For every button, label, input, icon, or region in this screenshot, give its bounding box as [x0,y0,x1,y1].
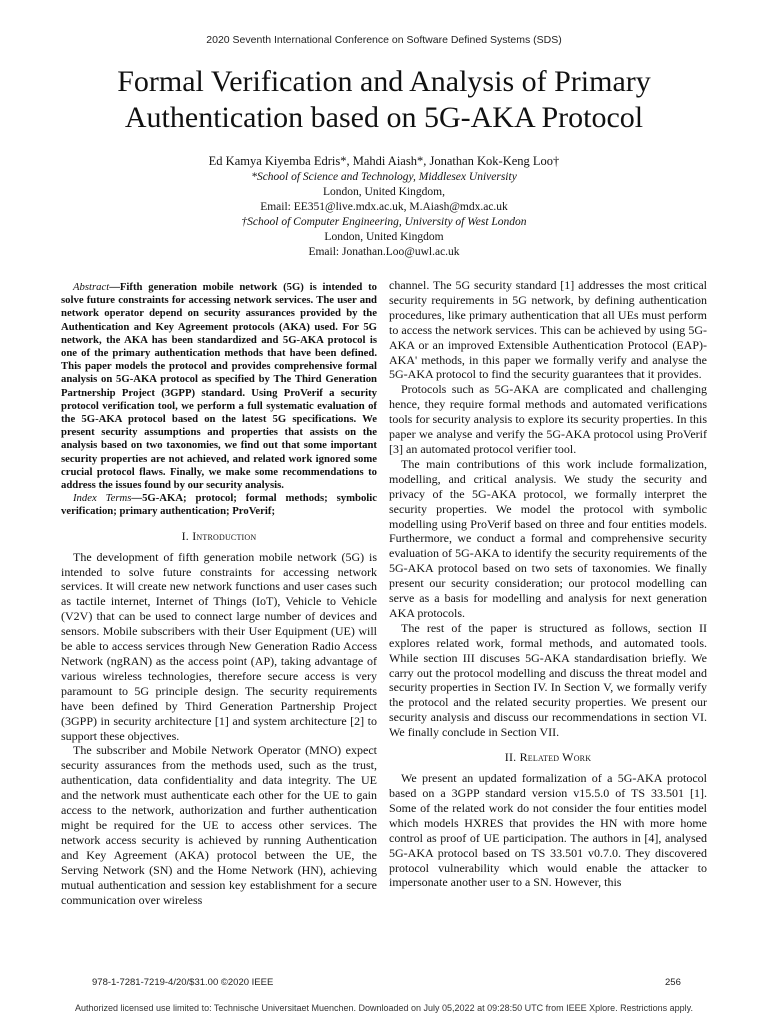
paper-title-line-1: Formal Verification and Analysis of Primary [117,65,651,98]
license-notice: Authorized licensed use limited to: Technische Universitaet Muenchen. Downloaded on July 05,2022 at 09:28:50 UTC from IEEE Xplore. Restrictions apply. [75,1003,693,1013]
related-paragraph-1: We present an updated formalization of a 5G-AKA protocol based on a 3GPP standard version v15.5.0 of TS 33.501 [1]. Some of the related work do not consider the four entities model which models HXRES that provides the HN with more home control as proof of UE participation. The authors in [4], analysed 5G-AKA protocol based on TS 33.501 v0.7.0. They discovered protocol vulnerability which would enable the attacker to impersonate another user to a SN. However, this [389,771,707,890]
right-paragraph-3: The main contributions of this work include formalization, modelling, and critical analysis. We study the security and privacy of the 5G-AKA protocol, we formally interpret the security properties. We model the protocol with symbolic modelling using ProVerif based on three and four entities models. Furthermore, we conduct a formal and comprehensive security evaluation of 5G-AKA to identify the security requirements of the 5G-AKA protocol based on two sets of taxonomies. We finally present our security consideration; our protocol modelling can serve as a basis for modelling and analysis for next generation AKA protocols. [389,456,707,620]
index-terms [61,492,377,518]
section-heading-introduction: I. Introduction [181,528,257,543]
isbn-copyright: 978-1-7281-7219-4/20/$31.00 ©2020 IEEE [92,977,274,988]
index-terms-lead: Index Terms [73,492,132,505]
intro-paragraph-2: The subscriber and Mobile Network Operator (MNO) expect security assurances from the methods used, such as the trust, authentication, data confidentiality and data integrity. The UE and the network must authenticate each other for the UE to gain access to the network, authorization and further authentication might be required for the UE to access other services. The network access security is achieved by running Authentication and Key Agreement (AKA) protocol between the UE, the Serving Network (SN) and the Home Network (HN), achieving mutual authentication and session key establishment for a secure communication over wireless [61,743,377,907]
paper-title-line-2: Authentication based on 5G-AKA Protocol [124,101,644,134]
right-paragraph-2: Protocols such as 5G-AKA are complicated and challenging hence, they require formal methods and automated verifications tools for security analysis to explore its security properties. In this paper we analyse and verify the 5G-AKA protocol using ProVerif [3] an automated protocol verifier tool. [389,382,707,456]
abstract [61,281,377,492]
section-heading-related-work: II. Related Work [504,750,592,765]
right-paragraph-4: The rest of the paper is structured as follows, section II explores related work, formal methods, and automated tools. While section III discuses 5G-AKA standardisation briefly. We carry out the protocol modelling and discuss the threat model and security properties in Section IV. In Section V, we formally verify the protocol and the related security properties. We present our security analysis and discuss our recommendations in section VI. We finally conclude in Section VII. [389,620,707,740]
affiliation-1-location: London, United Kingdom, [322,186,446,198]
intro-paragraph-1: The development of fifth generation mobile network (5G) is intended to solve future constraints for accessing network services. It will create new network functions and user cases such as tactile internet, Internet of Things (IoT), Vehicle to Vehicle (V2V) that can be used to connect large number of devices and sensors. Mobile subscribers with their User Equipment (UE) will be able to access services through New Generation Radio Access Network (ngRAN) as the access point (AP), taking advantage of various wireless technologies, therefore secure access is very paramount to 5G principle design. The security requirements have been defined by Third Generation Partnership Project (3GPP) in security architecture [1] and system architecture [2] to support these objectives. [61,549,377,743]
left-column [61,281,377,907]
abstract-text: —Fifth generation mobile network (5G) is intended to solve future constraints for accessing network services. The user and network operator depend on security assurances provided by the Authentication and Key Agreement protocols (AKA) used. For 5G network, the AKA has been standardized and 5G-AKA protocol is one of the primary authentication methods that have been defined. This paper models the protocol and provides comprehensive formal analysis on 5G-AKA protocol as specified by The Third Generation Partnership Project (3GPP) standard. Using ProVerif a security protocol verification tool, we perform a full systematic evaluation of the 5G-AKA protocol based on the latest 5G specifications. We present security assumptions and properties that assists on the analysis based on two taxonomies, we find out that some important security properties are not achieved, and related work ignored some crucial protocol flaws. Finally, we make some recommendations to address the issues found by our security analysis. [61,281,377,492]
affiliation-2-location: London, United Kingdom [324,231,444,243]
affiliation-1: *School of Science and Technology, Middlesex University [251,171,517,183]
paper-title [40,64,728,136]
page-number: 256 [665,977,681,988]
affiliation-1-email: Email: EE351@live.mdx.ac.uk, M.Aiash@mdx.ac.uk [260,201,508,213]
affiliation-2-email: Email: Jonathan.Loo@uwl.ac.uk [308,246,460,258]
right-column [389,278,707,890]
right-paragraph-1: channel. The 5G security standard [1] addresses the most critical security requirements in 5G network, by defining authentication procedures, like primary authentication that all UEs must perform to access the network services. This can be achieved by using 5G-AKA or an improved Extensible Authentication Protocol (EAP)-AKA' methods, in this paper we formally verify and analyse the 5G-AKA protocol to find the security guarantees that it provides. [389,278,707,382]
index-terms-text: —5G-AKA; protocol; formal methods; symbolic verification; primary authentication; ProVerif; [61,492,377,518]
author-list: Ed Kamya Kiyemba Edris*, Mahdi Aiash*, Jonathan Kok-Keng Loo† [208,154,560,168]
affiliation-2: †School of Computer Engineering, University of West London [241,216,527,228]
conference-header: 2020 Seventh International Conference on Software Defined Systems (SDS) [206,34,562,46]
abstract-lead: Abstract [73,281,110,293]
